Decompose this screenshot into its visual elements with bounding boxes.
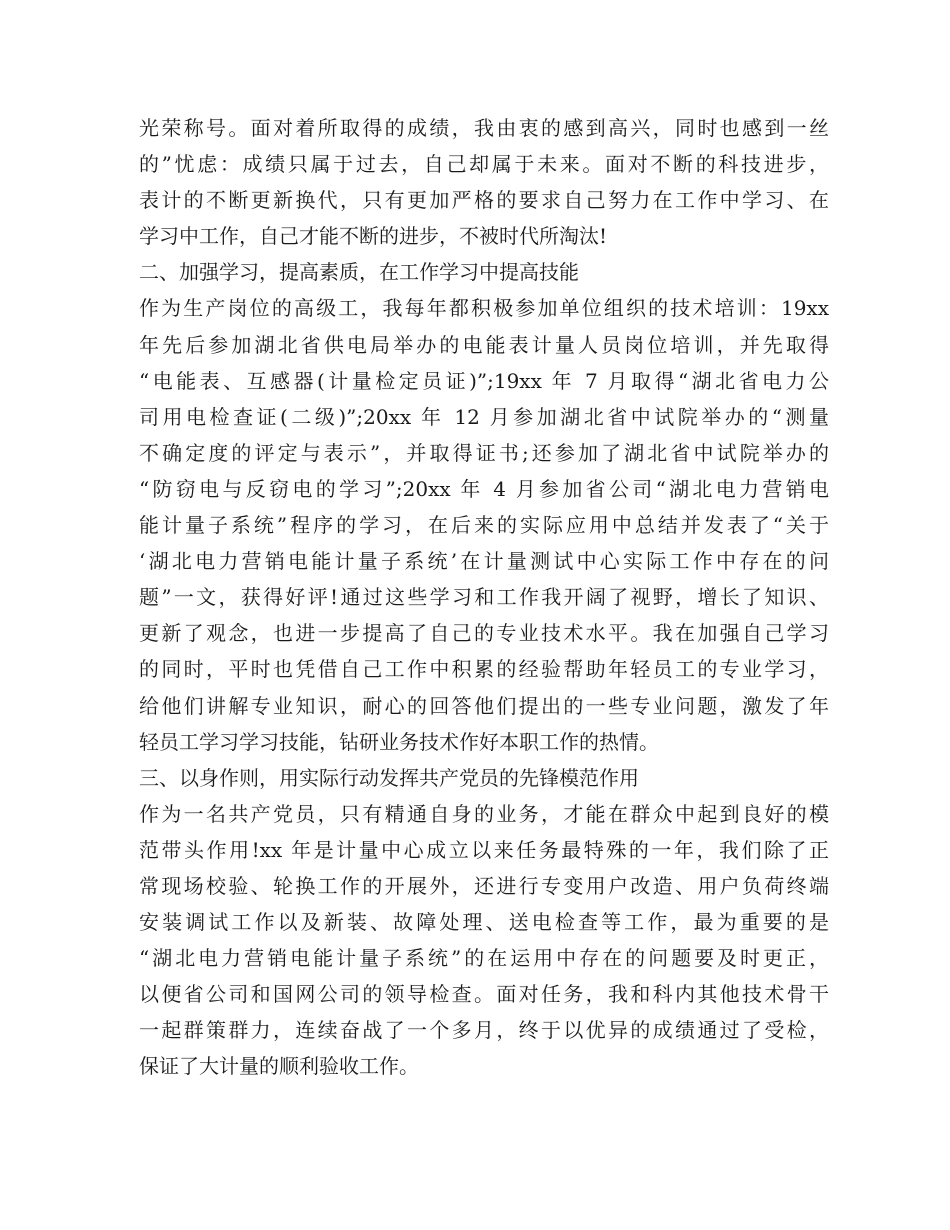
section-heading: 三、以身作则，用实际行动发挥共产党员的先锋模范作用	[139, 765, 639, 790]
text-line: “电能表、互感器(计量检定员证)”;19xx 年 7 月取得“湖北省电力公	[139, 368, 829, 393]
text-line: 安装调试工作以及新装、故障处理、送电检查等工作，最为重要的是	[139, 910, 829, 935]
text-line: 司用电检查证(二级)”;20xx 年 12 月参加湖北省中试院举办的“测量	[139, 404, 829, 429]
text-line: 作为一名共产党员，只有精通自身的业务，才能在群众中起到良好的模	[139, 801, 829, 826]
document-body	[139, 110, 829, 1085]
text-line: 常现场校验、轮换工作的开展外，还进行专变用户改造、用户负荷终端	[139, 873, 829, 898]
text-line: 轻员工学习学习技能，钻研业务技术作好本职工作的热情。	[139, 729, 659, 754]
text-line: ‘湖北电力营销电能计量子系统’在计量测试中心实际工作中存在的问	[139, 549, 829, 574]
text-line: 以便省公司和国网公司的领导检查。面对任务，我和科内其他技术骨干	[139, 982, 829, 1007]
text-line: 表计的不断更新换代，只有更加严格的要求自己努力在工作中学习、在	[139, 188, 829, 213]
text-line: 题”一文，获得好评!通过这些学习和工作我开阔了视野，增长了知识、	[139, 585, 829, 610]
text-line: 一起群策群力，连续奋战了一个多月，终于以优异的成绩通过了受检，	[139, 1018, 829, 1043]
text-line: 的”忧虑：成绩只属于过去，自己却属于未来。面对不断的科技进步，	[139, 152, 829, 177]
text-line: “防窃电与反窃电的学习”;20xx 年 4 月参加省公司“湖北电力营销电	[139, 476, 829, 501]
text-line: 保证了大计量的顺利验收工作。	[139, 1054, 419, 1079]
text-line: 作为生产岗位的高级工，我每年都积极参加单位组织的技术培训：19xx	[139, 296, 829, 321]
text-line: 不确定度的评定与表示”，并取得证书;还参加了湖北省中试院举办的	[139, 440, 829, 465]
text-line: 学习中工作，自己才能不断的进步，不被时代所淘汰!	[139, 224, 608, 249]
text-line: 更新了观念，也进一步提高了自己的专业技术水平。我在加强自己学习	[139, 621, 829, 646]
section-heading: 二、加强学习，提高素质，在工作学习中提高技能	[139, 260, 579, 285]
text-line: 光荣称号。面对着所取得的成绩，我由衷的感到高兴，同时也感到一丝	[139, 116, 829, 140]
text-line: “湖北电力营销电能计量子系统”的在运用中存在的问题要及时更正，	[139, 946, 829, 971]
text-line: 能计量子系统”程序的学习，在后来的实际应用中总结并发表了“关于	[139, 513, 829, 538]
text-line: 范带头作用!xx 年是计量中心成立以来任务最特殊的一年，我们除了正	[139, 837, 829, 862]
text-line: 的同时，平时也凭借自己工作中积累的经验帮助年轻员工的专业学习，	[139, 657, 829, 682]
text-line: 给他们讲解专业知识，耐心的回答他们提出的一些专业问题，激发了年	[139, 693, 829, 718]
text-line: 年先后参加湖北省供电局举办的电能表计量人员岗位培训，并先取得	[139, 332, 829, 357]
